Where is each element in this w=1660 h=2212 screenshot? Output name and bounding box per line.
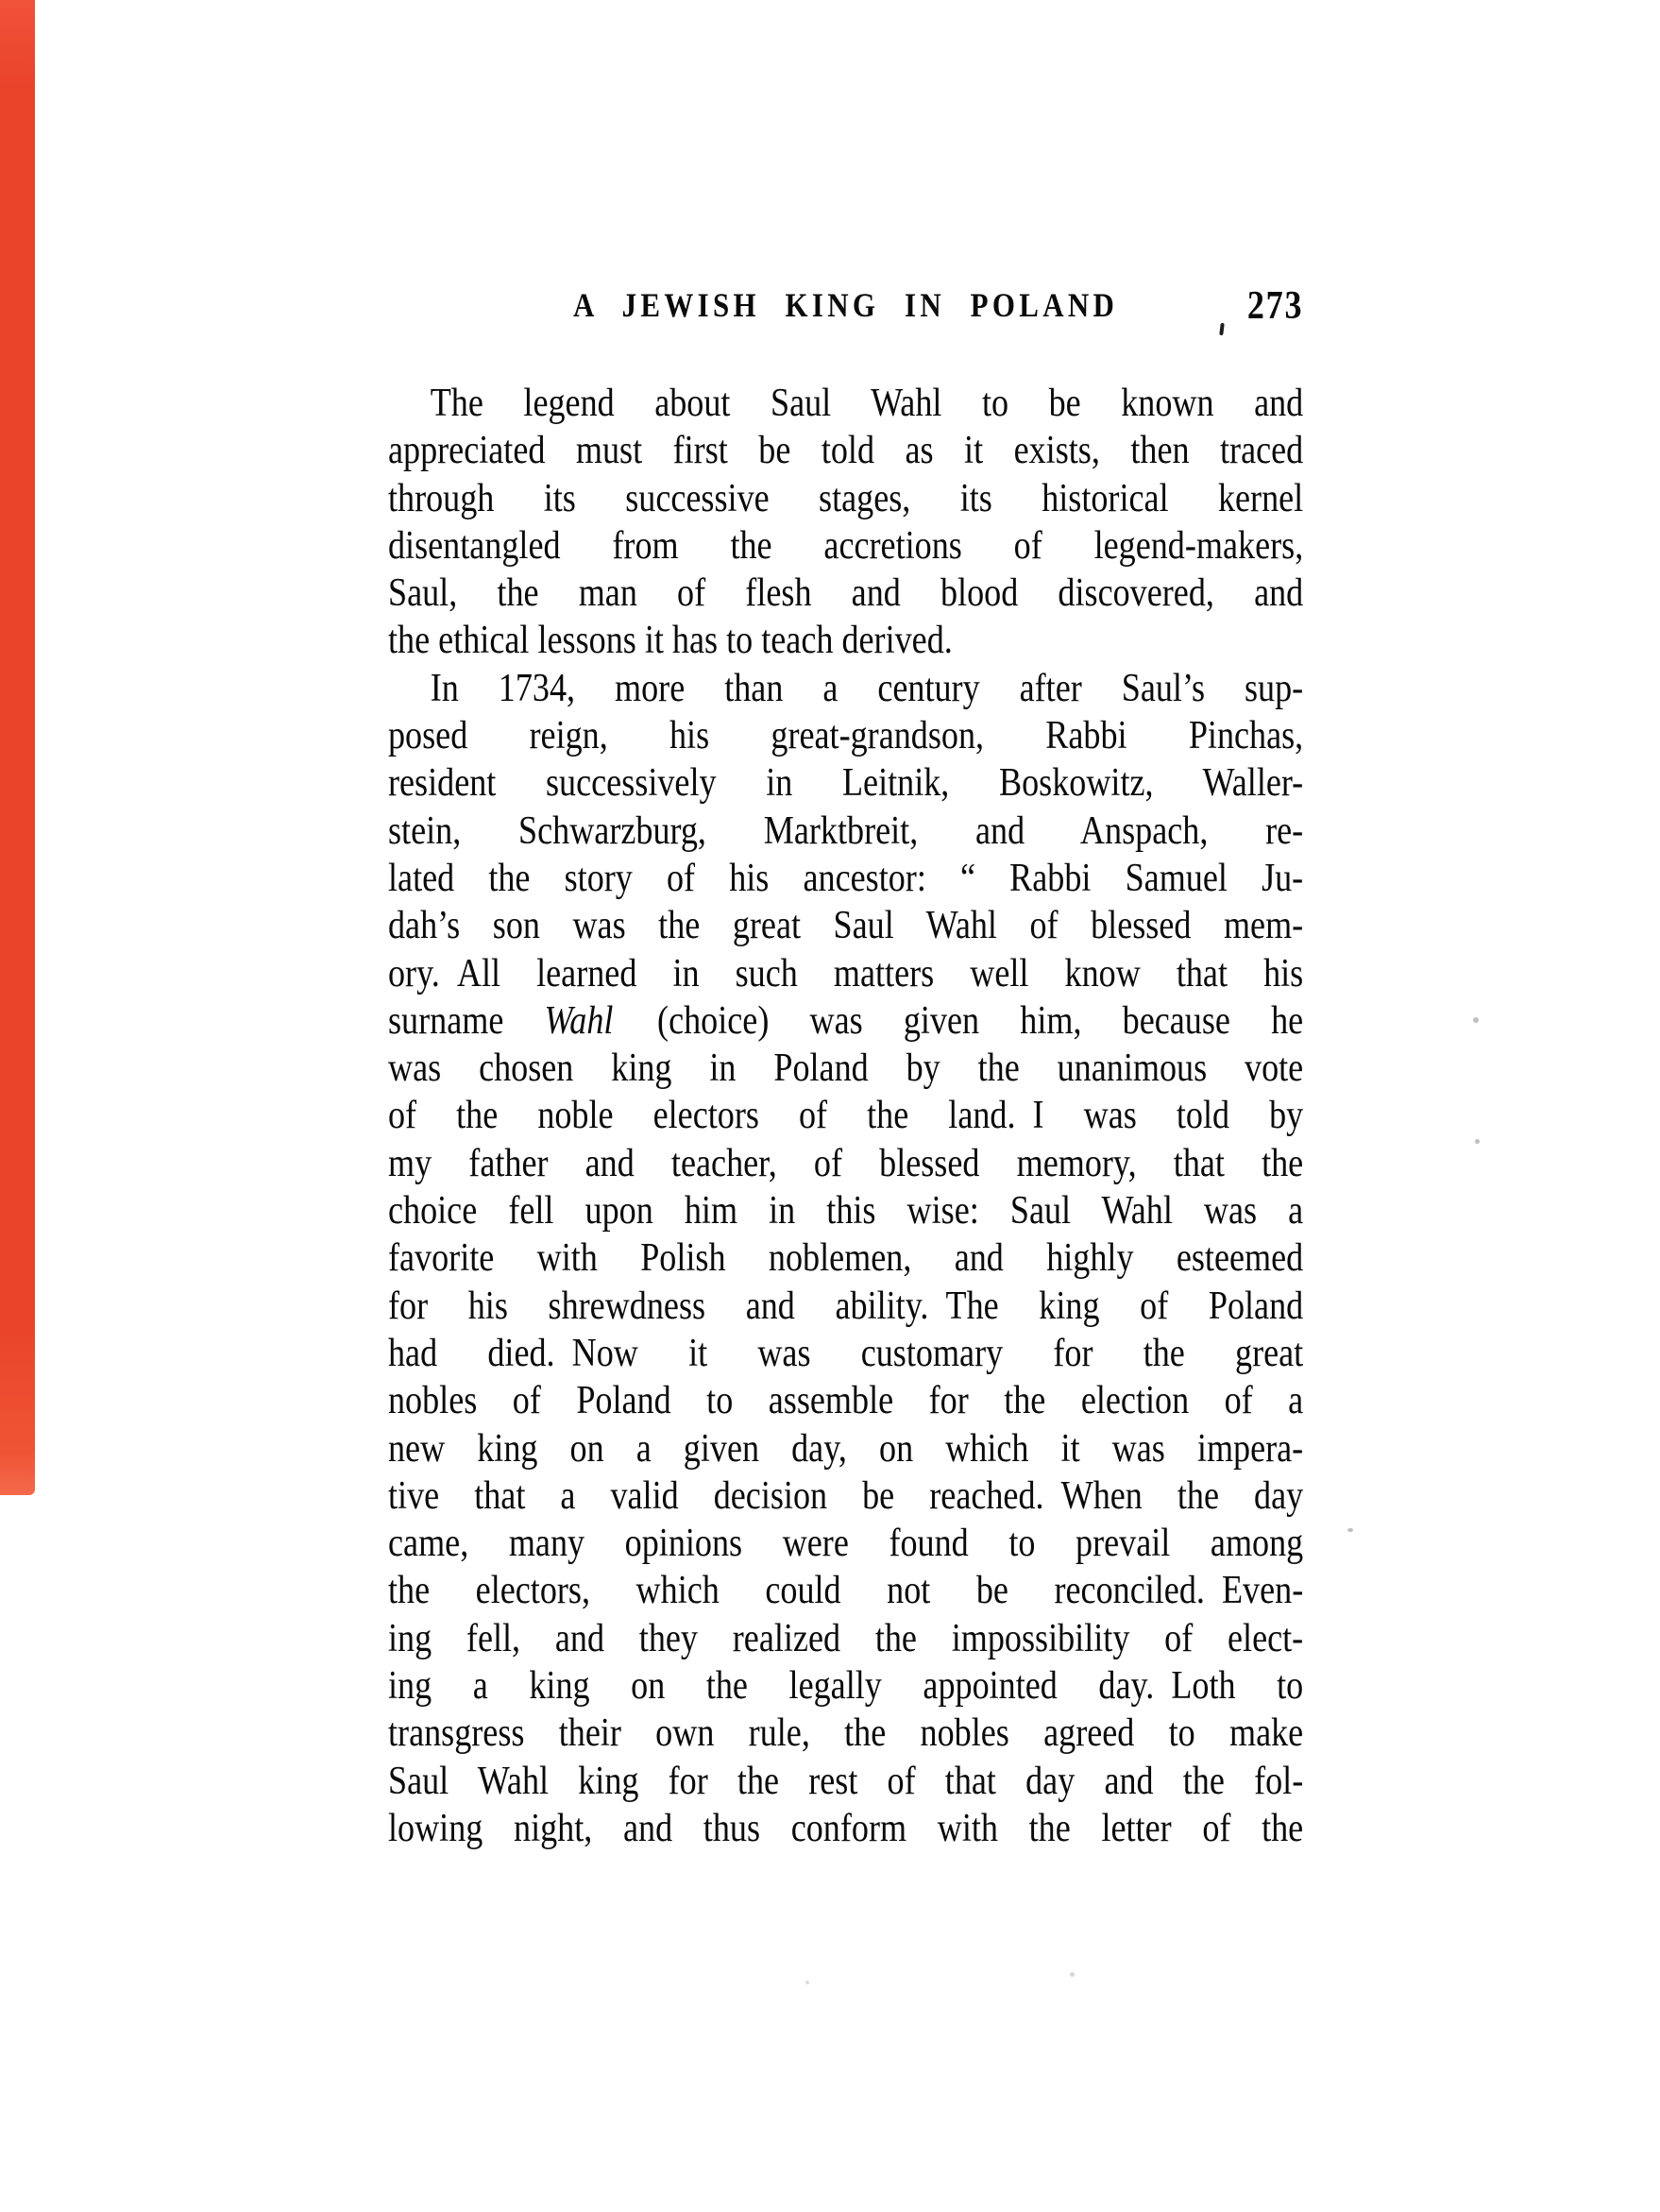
text-line: Saul, the man of flesh and blood discovered, and [388, 571, 1304, 616]
page-content [388, 283, 1303, 1852]
text-line: of the noble electors of the land. I was told by [388, 1094, 1304, 1138]
scan-speck [1473, 1017, 1479, 1023]
text-line: disentangled from the accretions of legend-makers, [388, 523, 1304, 568]
page-number: 273 [1246, 284, 1304, 328]
scan-speck [1475, 1139, 1480, 1144]
text-line: choice fell upon him in this wise: Saul Wahl was a [388, 1189, 1304, 1234]
italic-word: Wahl [544, 998, 614, 1043]
text-line: came, many opinions were found to prevail among [388, 1522, 1304, 1566]
text-line: stein, Schwarzburg, Marktbreit, and Anspach, re- [388, 808, 1304, 853]
text-line: my father and teacher, of blessed memory, that the [388, 1141, 1304, 1185]
text-segment: (choice) was given him, because he [616, 998, 1304, 1043]
text-line: for his shrewdness and ability. The king of Poland [388, 1284, 1304, 1328]
scan-speck [1070, 1972, 1075, 1977]
text-line: The legend about Saul Wahl to be known and [430, 382, 1304, 425]
text-line: In 1734, more than a century after Saul’s sup- [430, 666, 1304, 710]
text-line: resident successively in Leitnik, Boskowitz, Waller- [388, 761, 1304, 806]
text-line: was chosen king in Poland by the unanimous vote [388, 1046, 1304, 1091]
running-header [388, 283, 1303, 327]
text-line: Saul Wahl king for the rest of that day and the fol- [388, 1759, 1304, 1803]
header-title: A JEWISH KING IN POLAND [573, 286, 1119, 324]
text-line: nobles of Poland to assemble for the election of a [388, 1379, 1304, 1423]
paragraph [388, 665, 1303, 1852]
text-line: the ethical lessons it has to teach derived. [388, 619, 953, 663]
text-line [388, 997, 1303, 1045]
text-line: posed reign, his great-grandson, Rabbi Pinchas, [388, 714, 1304, 758]
text-line: ing fell, and they realized the impossibility of elect- [388, 1616, 1304, 1660]
binding-stripe [0, 0, 35, 1495]
text-line: through its successive stages, its historical kernel [388, 476, 1304, 520]
scan-speck [1347, 1528, 1353, 1532]
text-segment: surname [388, 998, 545, 1043]
text-line: lated the story of his ancestor: “ Rabbi Samuel Ju- [388, 856, 1304, 900]
paragraph [388, 380, 1303, 665]
body-text [388, 380, 1303, 1852]
text-line: dah’s son was the great Saul Wahl of blessed mem- [388, 904, 1304, 948]
scan-speck [805, 1981, 809, 1984]
text-line: transgress their own rule, the nobles agreed to make [388, 1711, 1304, 1756]
text-line: the electors, which could not be reconciled. Even- [388, 1569, 1304, 1613]
text-line: ing a king on the legally appointed day. Loth to [388, 1664, 1304, 1709]
text-line: ory. All learned in such matters well know that his [388, 951, 1304, 995]
text-line: appreciated must first be told as it exists, then traced [388, 429, 1304, 473]
text-line: had died. Now it was customary for the great [388, 1331, 1304, 1375]
text-line: favorite with Polish noblemen, and highly esteemed [388, 1236, 1304, 1281]
text-line: tive that a valid decision be reached. When the day [388, 1473, 1304, 1518]
text-line: new king on a given day, on which it was impera- [388, 1426, 1304, 1471]
text-line: lowing night, and thus conform with the letter of the [388, 1806, 1304, 1850]
